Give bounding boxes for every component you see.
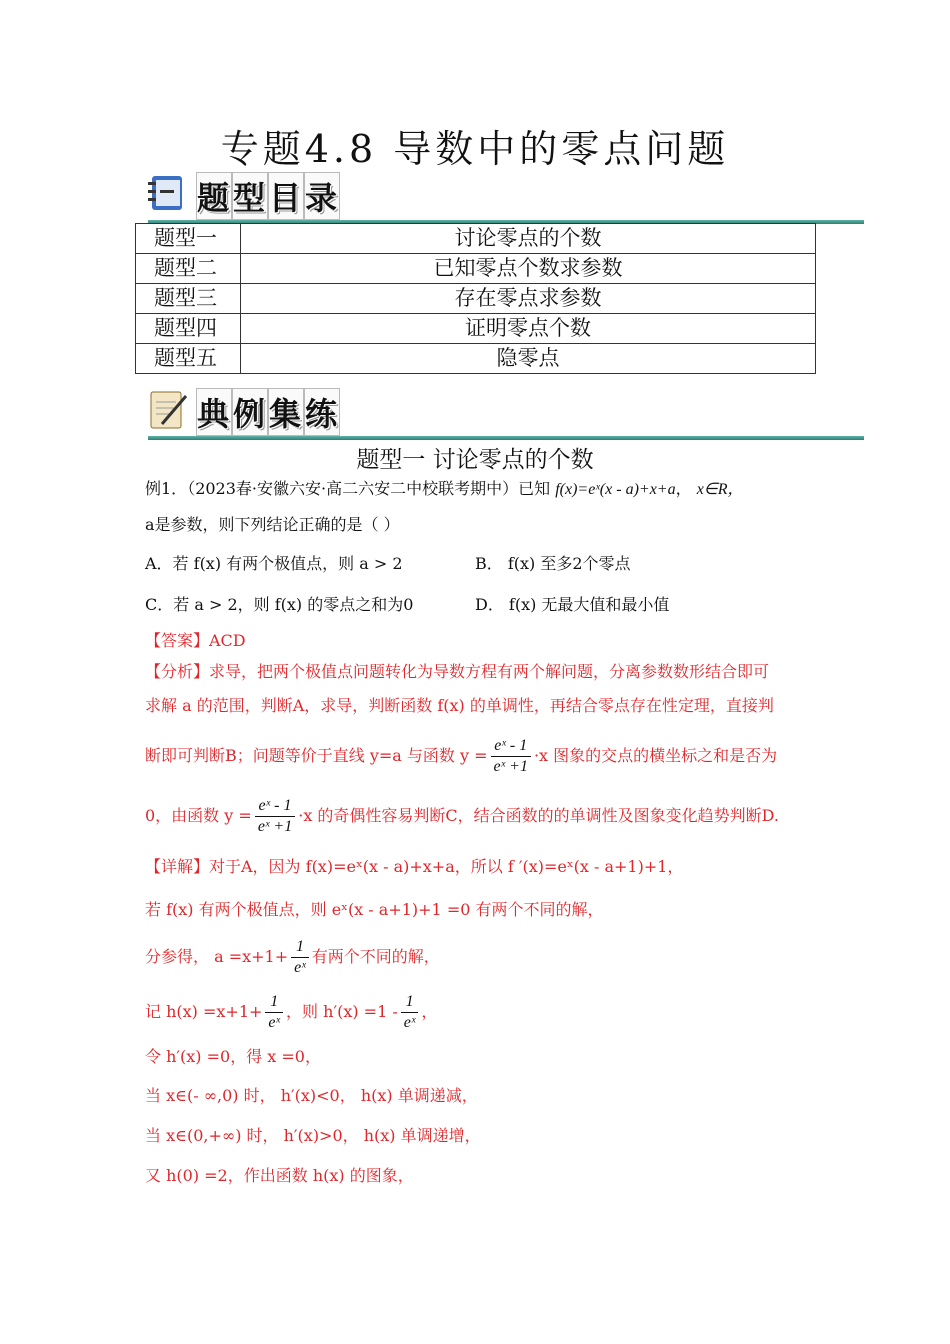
- option-a: A．若 f(x) 有两个极值点，则 a > 2: [145, 554, 403, 573]
- analysis-line-3: [145, 733, 777, 779]
- analysis-line-2: 求解 a 的范围，判断A，求导，判断函数 f(x) 的单调性，再结合零点存在性定理，直接判: [145, 696, 774, 715]
- option-c: C．若 a > 2，则 f(x) 的零点之和为0: [145, 595, 414, 614]
- toc-topic: 存在零点求参数: [241, 284, 816, 314]
- detail-line-2: 若 f(x) 有两个极值点，则 eˣ(x - a+1)+1 =0 有两个不同的解，: [145, 900, 604, 919]
- detail-line-5: 令 h′(x) =0，得 x =0，: [145, 1047, 321, 1066]
- toc-topic: 讨论零点的个数: [241, 224, 816, 254]
- example-line-2: a是参数，则下列结论正确的是（ ）: [145, 515, 400, 534]
- detail-line-4: [145, 990, 437, 1034]
- toc-banner: [148, 172, 864, 218]
- detail-text: 分参得， a =x+1+: [145, 947, 289, 966]
- example-line-1: 例1．（2023春·安徽六安·高二六安二中校联考期中）已知 f(x)=eˣ(x - a)+x+a， x∈R，: [145, 479, 744, 498]
- detail-line-8: 又 h(0) =2，作出函数 h(x) 的图象，: [145, 1166, 414, 1185]
- banner-char: 练: [304, 388, 340, 436]
- fraction-numerator: 1: [401, 992, 419, 1013]
- notebook-icon: [148, 172, 188, 214]
- banner-char: 型: [232, 172, 268, 220]
- banner-char: 例: [232, 388, 268, 436]
- example-domain: x∈R，: [696, 481, 744, 498]
- toc-topic: 已知零点个数求参数: [241, 254, 816, 284]
- banner-char: 典: [196, 388, 232, 436]
- table-row: [136, 314, 816, 344]
- toc-type: 题型五: [136, 344, 241, 374]
- banner-char: 录: [304, 172, 340, 220]
- toc-table: [135, 223, 816, 374]
- toc-type: 题型四: [136, 314, 241, 344]
- option-d: D． f(x) 无最大值和最小值: [475, 595, 670, 614]
- fraction: [265, 992, 283, 1033]
- banner-char: 目: [268, 172, 304, 220]
- fraction: [491, 736, 531, 777]
- detail-line-6: 当 x∈(- ∞,0) 时， h′(x)<0， h(x) 单调递减，: [145, 1086, 478, 1105]
- table-row: [136, 224, 816, 254]
- analysis-line-1: 【分析】求导，把两个极值点问题转化为导数方程有两个解问题，分离参数数形结合即可: [145, 662, 770, 681]
- detail-text: ，: [421, 1002, 438, 1021]
- option-b: B． f(x) 至多2个零点: [475, 554, 631, 573]
- detail-line-7: 当 x∈(0,+∞) 时， h′(x)>0， h(x) 单调递增，: [145, 1126, 481, 1145]
- fraction-numerator: 1: [291, 937, 309, 958]
- toc-type: 题型二: [136, 254, 241, 284]
- banner-rule: [148, 436, 864, 440]
- page-title: 专题4.8 导数中的零点问题: [220, 127, 730, 171]
- section-heading: 题型一 讨论零点的个数: [356, 447, 594, 473]
- table-row: [136, 254, 816, 284]
- examples-banner: [148, 388, 864, 434]
- clipboard-pen-icon: [148, 388, 188, 430]
- analysis-text: ·x 图象的交点的横坐标之和是否为: [533, 746, 778, 765]
- example-function: f(x)=eˣ(x - a)+x+a: [555, 481, 676, 498]
- analysis-line-4: [145, 793, 779, 839]
- toc-topic: 证明零点个数: [241, 314, 816, 344]
- detail-text: 记 h(x) =x+1+: [145, 1002, 263, 1021]
- detail-text: 有两个不同的解，: [311, 947, 440, 966]
- toc-topic: 隐零点: [241, 344, 816, 374]
- fraction: [401, 992, 419, 1033]
- banner-char: 集: [268, 388, 304, 436]
- answer: 【答案】ACD: [145, 631, 246, 650]
- fraction-numerator: eˣ - 1: [491, 736, 531, 757]
- fraction-denominator: eˣ: [268, 1014, 281, 1031]
- analysis-text: 0，由函数 y =: [145, 806, 252, 825]
- fraction: [255, 796, 295, 837]
- detail-line-1: 【详解】对于A，因为 f(x)=eˣ(x - a)+x+a，所以 f ′(x)=eˣ(x - a+1)+1，: [145, 857, 684, 876]
- table-row: [136, 284, 816, 314]
- toc-type: 题型一: [136, 224, 241, 254]
- example-label: 例1．: [145, 479, 188, 498]
- detail-line-3: [145, 935, 440, 979]
- table-row: [136, 344, 816, 374]
- fraction-denominator: eˣ: [294, 959, 306, 976]
- example-source: （2023春·安徽六安·高二六安二中校联考期中）已知: [187, 479, 551, 498]
- detail-text: ，则 h′(x) =1 -: [286, 1002, 398, 1021]
- fraction-denominator: eˣ +1: [493, 758, 528, 775]
- fraction-denominator: eˣ: [403, 1014, 416, 1031]
- fraction-numerator: eˣ - 1: [255, 796, 295, 817]
- analysis-text: ·x 的奇偶性容易判断C，结合函数的的单调性及图象变化趋势判断D.: [298, 806, 780, 825]
- fraction-numerator: 1: [265, 992, 283, 1013]
- fraction: [291, 937, 309, 978]
- toc-type: 题型三: [136, 284, 241, 314]
- fraction-denominator: eˣ +1: [257, 818, 293, 835]
- banner-char: 题: [196, 172, 232, 220]
- analysis-text: 断即可判断B；问题等价于直线 y=a 与函数 y =: [145, 746, 488, 765]
